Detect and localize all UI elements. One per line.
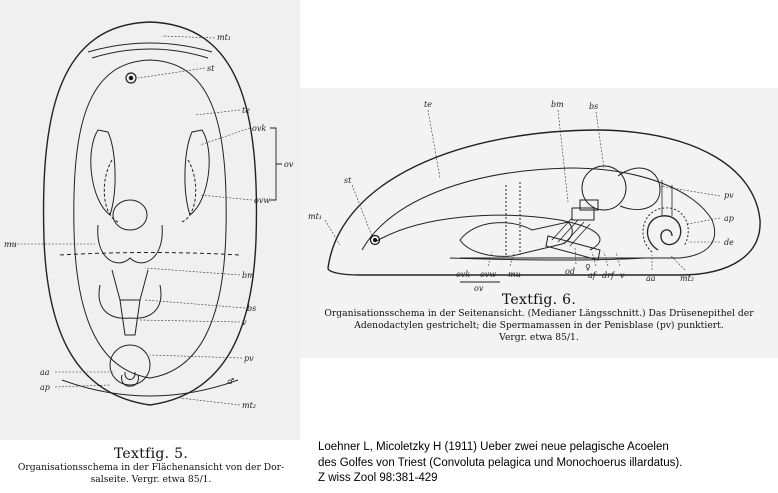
fig6-label-ovk: ovk (456, 270, 471, 279)
fig6-ovary-complex (460, 222, 572, 256)
fig5-label-pv: pv (244, 354, 254, 363)
fig5-statocyst-core (129, 76, 133, 80)
figure-5-description-line1: Organisationsschema in der Flächenansicht von der Dor- (17, 462, 285, 473)
fig5-ov-bracket (270, 128, 282, 200)
fig5-label-bs: bs (247, 304, 257, 313)
fig5-bottom-band (62, 380, 238, 396)
figure-5-title: Textfig. 5. (113, 446, 189, 462)
fig6-label-mt2: mt₂ (680, 274, 695, 283)
fig6-outer-body (328, 130, 760, 275)
fig5-label-te: te (242, 106, 250, 115)
fig6-label-de: de (724, 238, 734, 247)
fig6-adenodactyl-frame (546, 236, 600, 260)
figure-5-description-line2 (5, 474, 297, 486)
fig5-label-male: ♂ (227, 377, 235, 386)
fig5-heart-shape (98, 225, 163, 263)
fig5-outer-body (44, 22, 257, 405)
fig5-testis-right (185, 130, 209, 215)
fig6-label-drf: drf (602, 271, 614, 280)
figure-6-magnification: Vergr. etwa 85/1. (499, 332, 579, 343)
fig5-bursa (99, 285, 161, 318)
fig5-label-ov: ov (284, 160, 294, 169)
fig6-penis-vesicle (618, 168, 660, 209)
fig6-bm-lines (506, 182, 520, 255)
fig6-label-bm: bm (551, 100, 564, 109)
fig6-label-od: od (565, 267, 575, 276)
fig5-label-mt2: mt₂ (242, 401, 257, 410)
figure-5-drawing (0, 0, 300, 445)
fig5-top-band-inner (92, 49, 208, 58)
fig5-label-mt1: mt₁ (217, 33, 232, 42)
fig6-label-te: te (424, 100, 432, 109)
fig5-label-aa: aa (40, 368, 50, 377)
fig6-label-af: af (588, 271, 596, 280)
fig6-bursa-seminalis (582, 166, 626, 210)
figure-5-description-line2-text: salseite. (90, 474, 129, 485)
citation-line3: Z wiss Zool 98:381-429 (318, 472, 438, 484)
fig6-label-ov: ov (474, 284, 484, 293)
figure-5-magnification: Vergr. etwa 85/1. (131, 474, 212, 485)
fig6-label-st: st (344, 176, 352, 185)
figure-5-caption (5, 446, 297, 486)
fig6-coiled-organ (647, 216, 680, 250)
fig6-label-female: ♀ (585, 263, 591, 272)
fig5-label-v: v (242, 318, 247, 327)
fig6-label-mt1: mt₁ (308, 212, 323, 221)
fig5-label-bm: bm (242, 271, 255, 280)
figure-6-title: Textfig. 6. (501, 292, 577, 308)
fig5-label-st: st (207, 64, 215, 73)
figure-6-description-line1: Organisationsschema in der Seitenansicht. (Medianer Längsschnitt.) Das Drüsenepithel der (324, 308, 754, 319)
fig5-mu-line (60, 253, 240, 256)
fig5-central-oval (113, 200, 147, 230)
fig6-label-ap: ap (724, 214, 734, 223)
fig5-label-mu: mu (4, 240, 17, 249)
figure-6-description-line2: Adenodactylen gestrichelt; die Spermamassen in der Penisblase (pv) punktiert. (354, 320, 724, 331)
fig5-bursa-inner (112, 270, 148, 300)
figure-6-caption (300, 292, 778, 344)
fig6-label-pv: pv (724, 191, 734, 200)
fig5-label-ap: ap (40, 383, 50, 392)
fig5-inner-body (74, 60, 226, 378)
fig6-label-mu: mu (508, 270, 521, 279)
fig5-label-ovw: ovw (254, 196, 271, 205)
citation-line2: des Golfes von Triest (Convoluta pelagica und Monochoerus illardatus). (318, 456, 683, 469)
fig6-label-v: v (620, 271, 625, 280)
figure-6-drawing (300, 90, 778, 295)
fig5-testis-left (91, 130, 115, 215)
fig6-label-bs: bs (589, 102, 599, 111)
citation-line1: Loehner L, Micoletzky H (1911) Ueber zwei neue pelagische Acoelen (318, 441, 669, 453)
fig5-top-band (88, 43, 212, 52)
fig6-statocyst-core (373, 238, 377, 242)
fig5-label-ovk: ovk (252, 124, 267, 133)
fig6-label-aa: aa (646, 274, 656, 283)
fig6-label-ovw: ovw (480, 270, 497, 279)
citation-block (318, 440, 768, 487)
